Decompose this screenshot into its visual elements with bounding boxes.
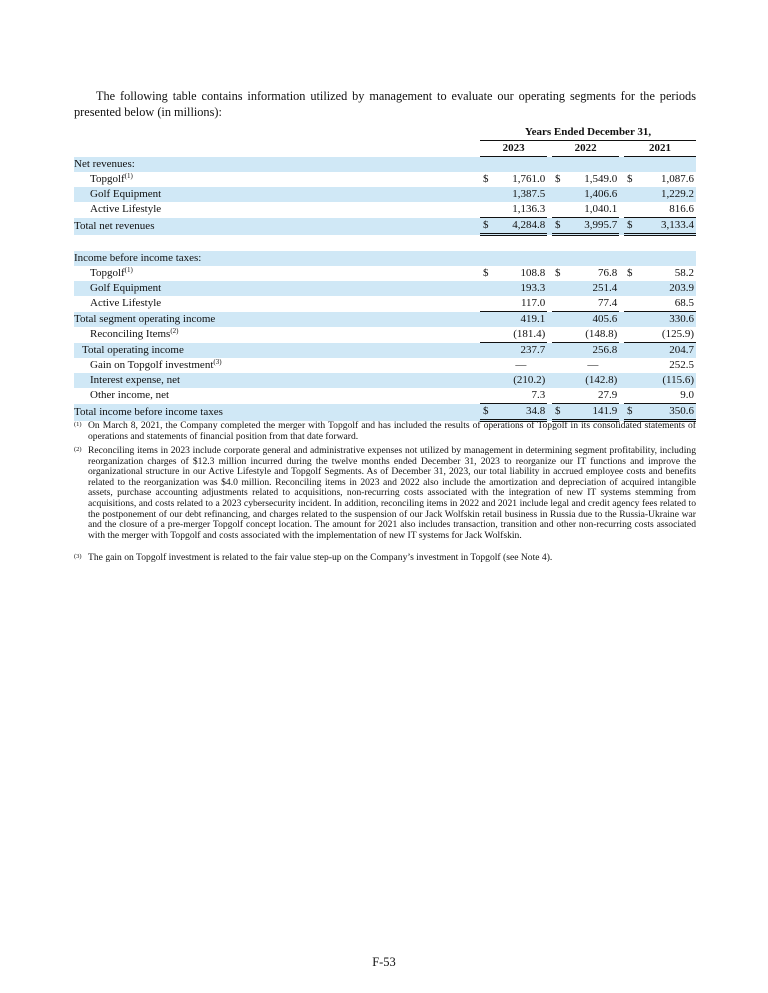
dollar-sign: $ xyxy=(552,218,568,235)
table-row xyxy=(74,327,696,343)
table-row xyxy=(74,358,696,373)
table-row xyxy=(74,266,696,281)
section-heading-row xyxy=(74,157,696,173)
table-row xyxy=(74,296,696,312)
row-label: Topgolf$^{(1)}$ xyxy=(90,266,133,279)
year-header-row xyxy=(74,141,696,157)
dollar-sign: $ xyxy=(624,218,640,235)
value-2021: 204.7 xyxy=(640,343,696,359)
value-2022: 1,549.0 xyxy=(584,173,618,185)
value-2022: 1,040.1 xyxy=(568,202,619,218)
row-label: Reconciling Items$^{(2)}$ xyxy=(90,327,179,341)
spacer-row xyxy=(74,235,696,252)
dollar-sign: $ xyxy=(624,404,640,421)
value-2021: 1,229.2 xyxy=(640,187,696,202)
table-row xyxy=(74,187,696,202)
footnote-text: The gain on Topgolf investment is related to the fair value step-up on the Company’s investment in Topgolf (see Note 4). xyxy=(88,552,553,563)
value-2022: 405.6 xyxy=(568,312,619,328)
value-2021: 9.0 xyxy=(640,388,696,404)
value-2021: 203.9 xyxy=(640,281,696,296)
value-2023: 419.1 xyxy=(496,312,547,328)
value-2022: 141.9 xyxy=(568,404,619,421)
intro-paragraph xyxy=(74,88,696,120)
subtotal-row xyxy=(74,343,696,359)
dollar-sign: $ xyxy=(554,267,561,279)
value-2023: 193.3 xyxy=(496,281,547,296)
value-2023: 237.7 xyxy=(496,343,547,359)
value-2022: 77.4 xyxy=(568,296,619,312)
dollar-sign: $ xyxy=(480,218,496,235)
footnote-1 xyxy=(74,421,696,442)
dollar-sign: $ xyxy=(552,404,568,421)
subtotal-row xyxy=(74,312,696,328)
value-2022: 256.8 xyxy=(568,343,619,359)
footnote-2 xyxy=(74,446,696,541)
value-2022: 251.4 xyxy=(568,281,619,296)
value-2022: 1,406.6 xyxy=(568,187,619,202)
footnote-marker: (2) xyxy=(74,446,82,453)
value-2021: 350.6 xyxy=(640,404,696,421)
value-2021: 3,133.4 xyxy=(640,218,696,235)
value-2023: 1,387.5 xyxy=(496,187,547,202)
value-2021: 58.2 xyxy=(674,267,694,279)
value-2022: — xyxy=(587,359,599,371)
value-2021: 330.6 xyxy=(640,312,696,328)
segment-table xyxy=(74,125,696,422)
value-2022: (142.8) xyxy=(568,373,619,388)
value-2023: 7.3 xyxy=(496,388,547,404)
value-2023: 117.0 xyxy=(496,296,547,312)
value-2021: 816.6 xyxy=(640,202,696,218)
intro-text: The following table contains information utilized by management to evaluate our operating segments for the periods presented below (in millions): xyxy=(74,89,696,119)
row-label: Golf Equipment xyxy=(74,281,475,296)
value-2021: 68.5 xyxy=(640,296,696,312)
value-2021: (115.6) xyxy=(640,373,696,388)
footnote-marker: (3) xyxy=(74,553,82,560)
footnote-text: On March 8, 2021, the Company completed the merger with Topgolf and has included the results of operations of Topgolf in its consolidated statements of operations and statements of financial position from that date forward. xyxy=(88,420,696,442)
value-2022: 3,995.7 xyxy=(568,218,619,235)
footnote-marker: (1) xyxy=(74,421,82,428)
dollar-sign: $ xyxy=(554,173,561,185)
table-row xyxy=(74,373,696,388)
table-row xyxy=(74,172,696,187)
value-2021: 252.5 xyxy=(669,359,694,371)
dollar-sign: $ xyxy=(482,173,489,185)
table-row xyxy=(74,388,696,404)
footnote-text: Reconciling items in 2023 include corporate general and administrative expenses not utilized by management in determining segment profitability, including reorganization charges of $12.3 million incurred during the twelve months ended December 31, 2023 to reorganize our IT functions and improve the organizational structure in our Active Lifestyle and Topgolf Segments. As of December 31, 2023, our total liability in accrued employee costs and benefits related to the reorganization was $4.0 million. Reconciling items in 2023 and 2022 also include the amortization and depreciation of acquired intangible assets, purchase accounting adjustments related to acquisitions, non-recurring costs associated with the integration of new IT systems stemming from acquisitions, and costs related to a 2023 cybersecurity incident. In addition, reconciling items in 2022 and 2021 include legal and credit agency fees related to the postponement of our debt refinancing, and charges related to the suspension of our Jack Wolfskin retail business in Russia due to the Russia-Ukraine war and the closure of a pre-merger Topgolf concept location. The amount for 2021 also includes transaction, transition and other non-recurring costs associated with the merger with Topgolf and costs associated with the implementation of new IT systems for Jack Wolfskin. xyxy=(88,445,696,541)
dollar-sign: $ xyxy=(480,404,496,421)
value-2021: 1,087.6 xyxy=(661,173,694,185)
footnote-3 xyxy=(74,553,696,564)
row-label: Total segment operating income xyxy=(74,312,475,328)
value-2023: 1,136.3 xyxy=(496,202,547,218)
table-row xyxy=(74,202,696,218)
row-label: Topgolf$^{(1)}$ xyxy=(90,172,133,185)
section-heading-row xyxy=(74,251,696,266)
year-2023: 2023 xyxy=(480,141,547,157)
value-2023: 108.8 xyxy=(520,267,546,279)
grand-total-row xyxy=(74,404,696,421)
row-label: Active Lifestyle xyxy=(90,203,162,216)
row-label: Total operating income xyxy=(74,343,475,359)
value-2022: 27.9 xyxy=(568,388,619,404)
row-label: Total income before income taxes xyxy=(74,404,475,421)
row-label: Active Lifestyle xyxy=(90,297,162,310)
value-2022: (148.8) xyxy=(568,327,619,343)
value-2021: (125.9) xyxy=(640,327,696,343)
value-2023: (181.4) xyxy=(496,327,547,343)
value-2022: 76.8 xyxy=(598,267,618,279)
dollar-sign: $ xyxy=(482,267,489,279)
dollar-sign: $ xyxy=(626,267,633,279)
row-label: Other income, net xyxy=(90,389,170,402)
page-number: F-53 xyxy=(372,955,396,969)
total-row xyxy=(74,218,696,235)
dollar-sign: $ xyxy=(626,173,633,185)
table-row xyxy=(74,281,696,296)
period-header: Years Ended December 31, xyxy=(480,125,696,141)
value-2023: — xyxy=(515,359,527,371)
value-2023: (210.2) xyxy=(496,373,547,388)
row-label: Golf Equipment xyxy=(74,187,475,202)
value-2023: 1,761.0 xyxy=(512,173,546,185)
income-heading: Income before income taxes: xyxy=(74,251,475,266)
period-header-row xyxy=(74,125,696,141)
net-revenues-heading: Net revenues: xyxy=(74,157,475,173)
row-label: Gain on Topgolf investment$^{(3)}$ xyxy=(90,358,222,371)
year-2021: 2021 xyxy=(624,141,696,157)
year-2022: 2022 xyxy=(552,141,619,157)
row-label: Interest expense, net xyxy=(74,373,475,388)
value-2023: 4,284.8 xyxy=(496,218,547,235)
value-2023: 34.8 xyxy=(496,404,547,421)
row-label: Total net revenues xyxy=(74,218,475,235)
